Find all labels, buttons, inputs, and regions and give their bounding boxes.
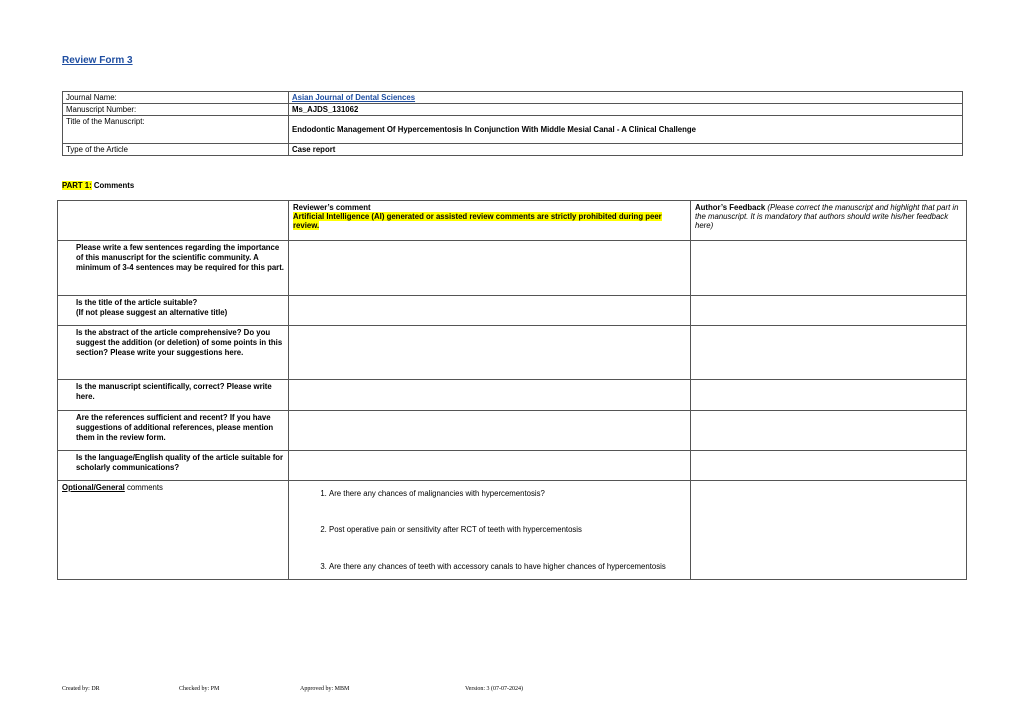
footer-approved-by: Approved by: MBM [300, 686, 350, 692]
question-row [58, 296, 967, 326]
reviewer-comment-header [289, 201, 691, 241]
optional-general-label: Optional/General [62, 483, 125, 492]
article-type-value: Case report [289, 144, 963, 156]
manuscript-number-label: Manuscript Number: [63, 104, 289, 116]
reviewer-comment-cell[interactable] [289, 451, 691, 481]
footer-created-by: Created by: DR [62, 686, 100, 692]
manuscript-title-value: Endodontic Management Of Hypercementosis In Conjunction With Middle Mesial Canal - A Clinical Challenge [289, 116, 963, 144]
author-feedback-note: (Please correct the manuscript and highlight that part in the manuscript. It is mandatory that authors should write his/her feedback here) [695, 203, 959, 230]
optional-comment-item: 2. Post operative pain or sensitivity after RCT of teeth with hypercementosis [329, 520, 686, 540]
optional-comment-item: 3. Are there any chances of teeth with accessory canals to have higher chances of hypercementosis [329, 557, 686, 577]
part1-heading-text: Comments [91, 181, 135, 190]
question-row [58, 451, 967, 481]
author-feedback-cell[interactable] [691, 241, 967, 296]
optional-comments-suffix: comments [124, 483, 163, 492]
reviewer-comment-cell[interactable] [289, 411, 691, 451]
optional-comments-label [58, 481, 289, 580]
reviewer-comment-title: Reviewer’s comment [293, 203, 371, 212]
journal-row [63, 92, 963, 104]
comments-table [57, 200, 967, 580]
manuscript-number-value: Ms_AJDS_131062 [289, 104, 963, 116]
footer-checked-by: Checked by: PM [179, 686, 220, 692]
question-row [58, 411, 967, 451]
comments-header-row [58, 201, 967, 241]
footer-version: Version: 3 (07-07-2024) [465, 686, 523, 692]
part1-label: PART 1: [62, 181, 92, 190]
author-feedback-cell[interactable] [691, 411, 967, 451]
article-type-row [63, 144, 963, 156]
question-text: Are the references sufficient and recent? If you have suggestions of additional references, please mention them in the review form. [58, 411, 289, 451]
question-text: Please write a few sentences regarding the importance of this manuscript for the scientific community. A minimum of 3-4 sentences may be required for this part. [58, 241, 289, 296]
question-row [58, 241, 967, 296]
author-feedback-cell[interactable] [691, 451, 967, 481]
manuscript-number-row [63, 104, 963, 116]
author-feedback-cell[interactable] [691, 326, 967, 380]
manuscript-title-row [63, 116, 963, 144]
optional-comment-list [293, 484, 686, 577]
question-row [58, 326, 967, 380]
reviewer-comment-cell[interactable] [289, 296, 691, 326]
question-text: Is the abstract of the article comprehensive? Do you suggest the addition (or deletion) of some points in this section? Please write your suggestions here. [58, 326, 289, 380]
author-feedback-cell[interactable] [691, 380, 967, 411]
question-text: Is the manuscript scientifically, correct? Please write here. [58, 380, 289, 411]
form-title: Review Form 3 [62, 55, 133, 66]
part1-heading [62, 181, 134, 190]
optional-reviewer-comments[interactable] [289, 481, 691, 580]
journal-name-link[interactable]: Asian Journal of Dental Sciences [292, 93, 416, 102]
question-row [58, 380, 967, 411]
header-empty-cell [58, 201, 289, 241]
author-feedback-cell[interactable] [691, 481, 967, 580]
manuscript-info-table [62, 91, 963, 156]
author-feedback-cell[interactable] [691, 296, 967, 326]
optional-comment-item: 1. Are there any chances of malignancies with hypercementosis? [329, 484, 686, 504]
reviewer-comment-cell[interactable] [289, 326, 691, 380]
journal-label: Journal Name: [63, 92, 289, 104]
question-text: Is the title of the article suitable? (If not please suggest an alternative title) [58, 296, 289, 326]
article-type-label: Type of the Article [63, 144, 289, 156]
author-feedback-header [691, 201, 967, 241]
manuscript-title-label: Title of the Manuscript: [63, 116, 289, 144]
author-feedback-title: Author’s Feedback [695, 203, 766, 212]
optional-comments-row [58, 481, 967, 580]
reviewer-comment-cell[interactable] [289, 241, 691, 296]
ai-prohibition-notice: Artificial Intelligence (AI) generated or assisted review comments are strictly prohibited during peer review. [293, 212, 662, 230]
question-text: Is the language/English quality of the article suitable for scholarly communications? [58, 451, 289, 481]
reviewer-comment-cell[interactable] [289, 380, 691, 411]
